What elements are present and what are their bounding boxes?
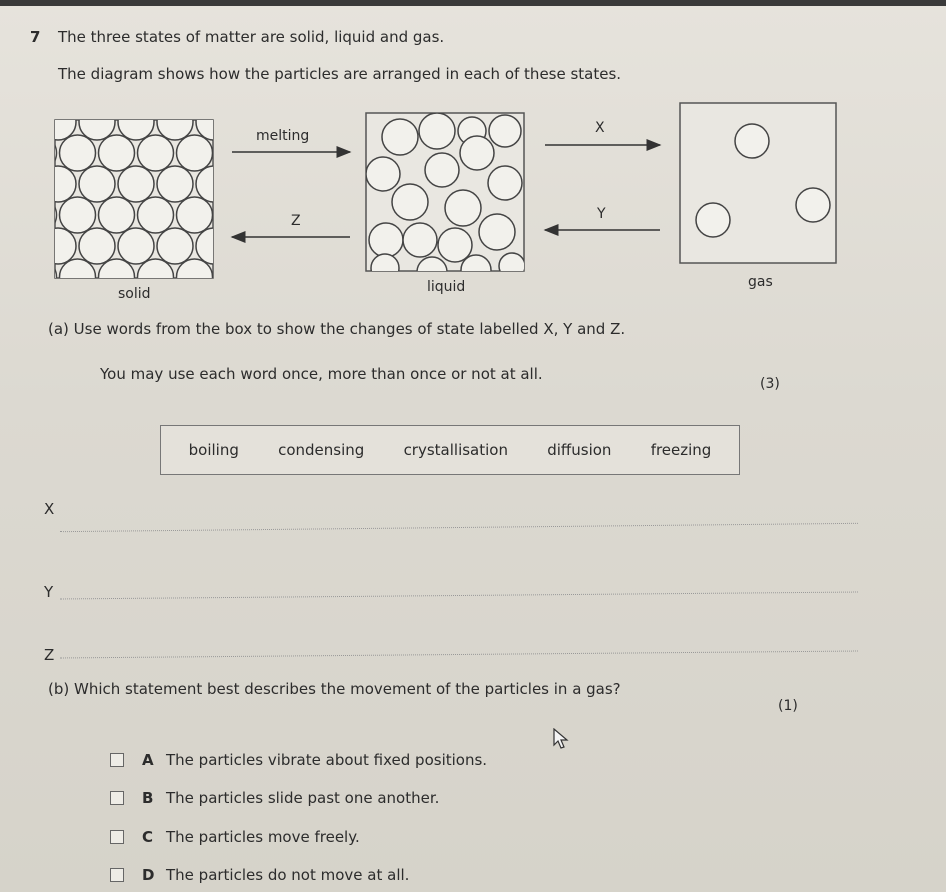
solid-label: solid: [118, 286, 151, 302]
option-d-checkbox[interactable]: [110, 868, 124, 882]
part-a-marks: (3): [760, 376, 780, 392]
gas-label: gas: [748, 274, 773, 290]
option-c[interactable]: [110, 828, 360, 846]
page-top-edge: [0, 0, 946, 6]
option-b-checkbox[interactable]: [110, 791, 124, 805]
option-b[interactable]: [110, 789, 439, 807]
option-a-checkbox[interactable]: [110, 753, 124, 767]
word-condensing: condensing: [278, 441, 365, 459]
y-label: Y: [597, 206, 606, 222]
gas-particles-box: [680, 103, 836, 263]
part-a-instruction: You may use each word once, more than once or not at all.: [100, 365, 543, 383]
x-label: X: [595, 120, 605, 136]
word-diffusion: diffusion: [547, 441, 612, 459]
liquid-label: liquid: [427, 279, 466, 295]
question-number: 7: [30, 28, 41, 46]
option-d-letter: D: [142, 866, 155, 884]
option-a-text: The particles vibrate about fixed positions.: [166, 751, 488, 769]
option-d-text: The particles do not move at all.: [166, 866, 410, 884]
option-d[interactable]: [110, 866, 409, 884]
answer-z-label: Z: [44, 646, 55, 664]
question-intro-line-1: The three states of matter are solid, liquid and gas.: [58, 28, 445, 46]
word-boiling: boiling: [188, 441, 239, 459]
word-freezing: freezing: [650, 441, 712, 459]
option-b-letter: B: [142, 789, 154, 807]
option-c-text: The particles move freely.: [166, 828, 360, 846]
word-crystallisation: crystallisation: [403, 441, 508, 459]
option-a-letter: A: [142, 751, 154, 769]
option-c-checkbox[interactable]: [110, 830, 124, 844]
states-of-matter-diagram: [0, 95, 946, 310]
solid-particles-box: [1, 104, 291, 295]
part-b-marks: (1): [778, 698, 798, 714]
part-a-prompt: (a) Use words from the box to show the changes of state labelled X, Y and Z.: [48, 320, 626, 338]
option-c-letter: C: [142, 828, 154, 846]
liquid-particles-box: [366, 113, 525, 287]
pointer-cursor-icon: [552, 728, 570, 750]
option-a[interactable]: [110, 751, 487, 769]
answer-x-label: X: [44, 500, 55, 518]
melting-label: melting: [256, 128, 310, 144]
word-box: [160, 425, 740, 475]
option-b-text: The particles slide past one another.: [166, 789, 440, 807]
part-b-prompt: (b) Which statement best describes the movement of the particles in a gas?: [48, 680, 621, 698]
z-label: Z: [291, 213, 301, 229]
answer-y-label: Y: [44, 583, 54, 601]
question-intro-line-2: The diagram shows how the particles are arranged in each of these states.: [58, 65, 622, 83]
